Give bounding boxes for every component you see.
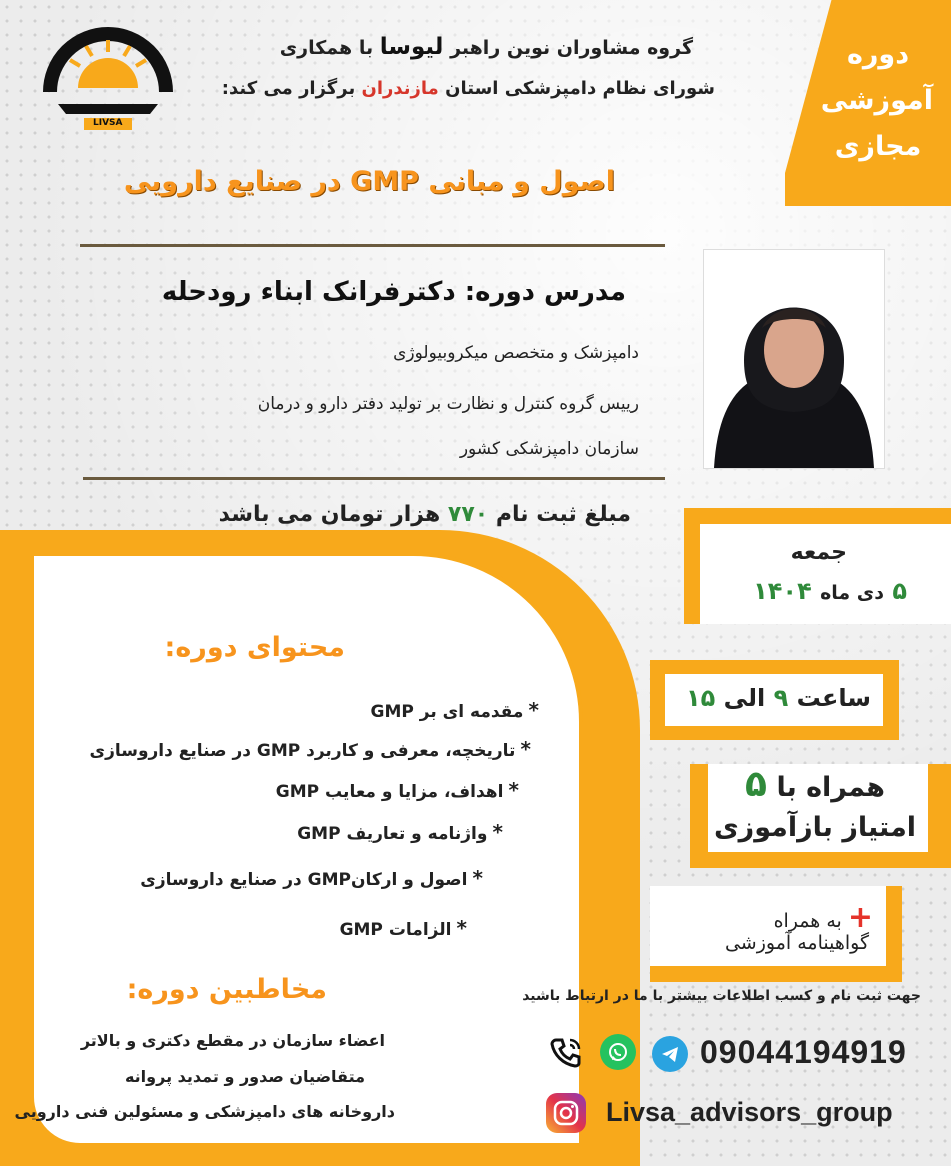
instagram-icon[interactable]	[546, 1093, 586, 1133]
time-from: ۹	[773, 684, 789, 712]
content-item: * اهداف، مزایا و معایب GMP	[275, 778, 519, 802]
date-line	[753, 577, 907, 605]
content-item: * الزامات GMP	[339, 916, 467, 940]
instructor-bio-1: دامپزشک و متخصص میکروبیولوژی	[393, 343, 639, 363]
bullet-icon: *	[520, 737, 531, 761]
audience-heading: مخاطبین دوره:	[126, 974, 327, 1005]
bullet-icon: *	[456, 916, 467, 940]
badge-line-2: آموزشی	[820, 85, 933, 116]
fee-pre: مبلغ ثبت نام	[495, 502, 631, 527]
contact-note: جهت ثبت نام و کسب اطلاعات بیشتر با ما در ارتباط باشید	[522, 988, 921, 1004]
audience-item-2: متقاضیان صدور و تمدید پروانه	[124, 1067, 365, 1086]
header-line2-pre: شورای نظام دامپزشکی استان	[445, 78, 715, 99]
time-to: ۱۵	[686, 684, 716, 712]
header-line1-pre: گروه مشاوران نوین راهبر	[450, 37, 693, 59]
instructor-bio-2: رییس گروه کنترل و نظارت بر تولید دفتر دارو و درمان	[257, 394, 639, 414]
course-type-text	[820, 32, 933, 170]
phone-icon[interactable]	[548, 1034, 584, 1074]
date-day: جمعه	[790, 540, 847, 565]
header-brand: لیوسا	[379, 34, 444, 60]
content-item: * تاریخچه، معرفی و کاربرد GMP در صنایع داروسازی	[89, 737, 531, 761]
bullet-icon: *	[472, 866, 483, 890]
bullet-icon: *	[492, 820, 503, 844]
time-label: ساعت	[796, 684, 871, 712]
bullet-icon: *	[528, 698, 539, 722]
certificate-line-2: گواهینامه آموزشی	[724, 932, 869, 954]
registration-fee	[219, 502, 631, 527]
bullet-icon: *	[508, 778, 519, 802]
instructor-photo	[703, 249, 885, 469]
certificate-line-1: + به همراه	[773, 900, 873, 935]
phone-number[interactable]: 09044194919	[700, 1034, 907, 1070]
instructor-heading: مدرس دوره: دکترفرانک ابناء رودحله	[161, 277, 626, 307]
badge-line-3: مجازی	[834, 131, 922, 162]
livsa-logo	[38, 18, 178, 136]
points-number: ۵	[745, 764, 768, 805]
date-year: ۱۴۰۴	[753, 577, 812, 605]
badge-line-1: دوره	[846, 39, 910, 70]
date-day-number: ۵	[892, 577, 907, 605]
content-item: * واژنامه و تعاریف GMP	[297, 820, 503, 844]
whatsapp-icon[interactable]	[600, 1034, 636, 1070]
audience-item-1: اعضاء سازمان در مقطع دکتری و بالاتر	[80, 1031, 385, 1050]
audience-item-3: داروخانه های دامپزشکی و مسئولین فنی دارویی	[14, 1102, 395, 1121]
header-line2-post: برگزار می کند:	[221, 78, 356, 99]
date-box	[700, 524, 951, 624]
content-heading: محتوای دوره:	[164, 632, 345, 663]
content-item: * مقدمه ای بر GMP	[370, 698, 539, 722]
instagram-handle[interactable]: Livsa_advisors_group	[606, 1097, 893, 1127]
instructor-bio-3: سازمان دامپزشکی کشور	[459, 439, 639, 459]
fee-post: هزار تومان می باشد	[218, 502, 441, 527]
content-item: * اصول و ارکانGMP در صنایع داروسازی	[140, 866, 483, 890]
header-line-1	[280, 34, 693, 60]
header-line-2	[222, 78, 715, 99]
telegram-icon[interactable]	[652, 1036, 688, 1072]
plus-icon: +	[847, 900, 873, 935]
divider-top	[80, 244, 665, 247]
fee-amount: ۷۷۰	[447, 502, 489, 527]
header-province: مازندران	[361, 78, 439, 99]
course-title: اصول و مبانی GMP در صنایع دارویی	[123, 166, 615, 197]
date-month: دی ماه	[820, 582, 884, 604]
time-line	[686, 684, 871, 712]
logo-text: LIVSA	[93, 118, 123, 128]
points-line-1	[709, 764, 921, 805]
points-line-2: امتیاز بازآموزی	[713, 812, 917, 843]
header-line1-post: با همکاری	[279, 37, 374, 59]
divider-bottom	[83, 477, 665, 480]
time-separator: الی	[723, 684, 766, 712]
points-pre: همراه با	[776, 772, 885, 803]
